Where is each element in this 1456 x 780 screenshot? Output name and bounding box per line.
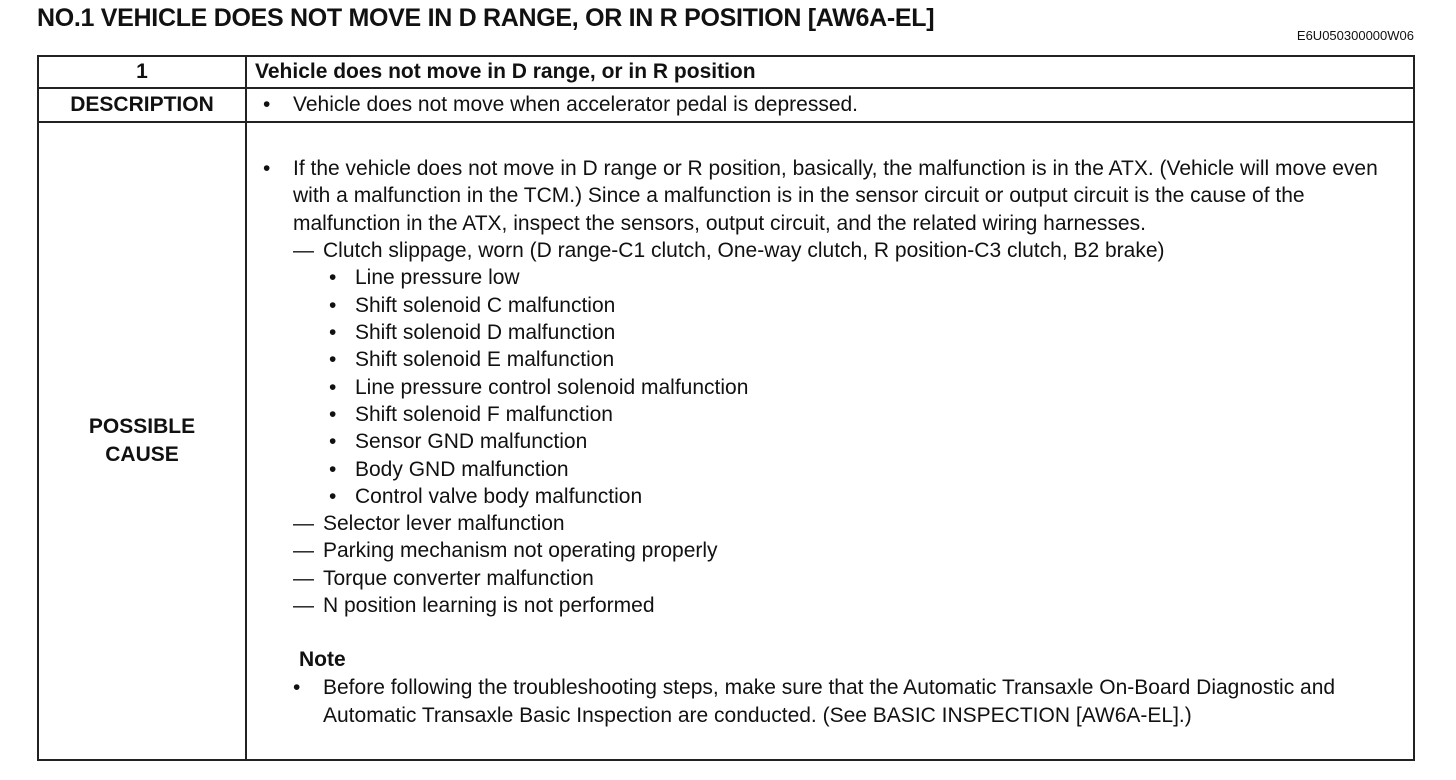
cause-sub-item xyxy=(247,456,1413,483)
cause-other-text: Parking mechanism not operating properly xyxy=(323,539,718,563)
dash-icon: — xyxy=(293,512,314,536)
cause-sub-item xyxy=(247,428,1413,455)
step-number: 1 xyxy=(38,56,246,88)
cause-sub-item xyxy=(247,401,1413,428)
cause-intro xyxy=(247,155,1413,238)
possible-cause-cell xyxy=(246,122,1414,760)
table-header-row xyxy=(38,56,1414,88)
possible-cause-label-line2: CAUSE xyxy=(105,443,179,466)
cause-other-item xyxy=(247,537,1413,564)
dash-icon: — xyxy=(293,594,314,618)
possible-cause-row xyxy=(38,122,1414,760)
cause-sub-item-text: Shift solenoid C malfunction xyxy=(355,293,616,317)
cause-other-text: Selector lever malfunction xyxy=(323,512,565,536)
dash-icon: — xyxy=(293,566,314,590)
dash-icon: — xyxy=(293,539,314,563)
cause-sub-item xyxy=(247,483,1413,510)
cause-sub-item-text: Body GND malfunction xyxy=(355,457,569,481)
bullet-icon: • xyxy=(329,293,337,317)
cause-sub-item xyxy=(247,346,1413,373)
step-title: Vehicle does not move in D range, or in R position xyxy=(246,56,1414,88)
note-item xyxy=(247,674,1413,730)
cause-other-item xyxy=(247,565,1413,592)
bullet-icon: • xyxy=(329,348,337,372)
cause-other-text: N position learning is not performed xyxy=(323,594,655,618)
cause-sub-item-text: Shift solenoid E malfunction xyxy=(355,348,615,372)
cause-sub-item-text: Sensor GND malfunction xyxy=(355,430,588,454)
possible-cause-body xyxy=(247,152,1413,731)
description-label: DESCRIPTION xyxy=(38,88,246,122)
cause-other-text: Torque converter malfunction xyxy=(323,566,594,590)
bullet-icon: • xyxy=(329,457,337,481)
troubleshooting-table xyxy=(37,55,1415,761)
cause-sub-item-text: Line pressure low xyxy=(355,266,520,290)
note-text: Before following the troubleshooting steps, make sure that the Automatic Transaxle On-Board Diagnostic and Automatic Transaxle Basic Inspection are conducted. (See BASIC INSPECTION [AW6A-EL].) xyxy=(323,676,1336,728)
cause-clutch-item xyxy=(247,237,1413,264)
cause-sub-item xyxy=(247,292,1413,319)
page-title: NO.1 VEHICLE DOES NOT MOVE IN D RANGE, OR IN R POSITION [AW6A-EL] xyxy=(37,4,935,32)
possible-cause-label xyxy=(38,122,246,760)
bullet-icon: • xyxy=(263,93,271,117)
description-item xyxy=(247,91,1413,119)
cause-other-item xyxy=(247,510,1413,537)
cause-sub-item-text: Line pressure control solenoid malfunction xyxy=(355,375,749,399)
bullet-icon: • xyxy=(329,375,337,399)
note-title: Note xyxy=(299,648,346,672)
bullet-icon: • xyxy=(329,321,337,345)
document-code: E6U050300000W06 xyxy=(1296,28,1414,43)
bullet-icon: • xyxy=(329,484,337,508)
cause-clutch-text: Clutch slippage, worn (D range-C1 clutch, One-way clutch, R position-C3 clutch, B2 brake) xyxy=(323,239,1165,263)
cause-sub-item-text: Shift solenoid F malfunction xyxy=(355,402,613,426)
bullet-icon: • xyxy=(329,430,337,454)
bullet-icon: • xyxy=(329,402,337,426)
bullet-icon: • xyxy=(293,676,301,700)
cause-other-item xyxy=(247,592,1413,619)
cause-sub-item xyxy=(247,374,1413,401)
cause-intro-text: If the vehicle does not move in D range or R position, basically, the malfunction is in the ATX. (Vehicle will move even with a malfunction in the TCM.) Since a malfunction is in the sensor circuit or output circuit is the cause of the malfunction in the ATX, inspect the sensors, output circuit, and the related wiring harnesses. xyxy=(293,156,1378,235)
cause-sub-item xyxy=(247,319,1413,346)
cause-sub-item-text: Control valve body malfunction xyxy=(355,484,643,508)
cause-sub-item xyxy=(247,264,1413,291)
dash-icon: — xyxy=(293,239,314,263)
cause-sub-item-text: Shift solenoid D malfunction xyxy=(355,321,616,345)
bullet-icon: • xyxy=(329,266,337,290)
description-text: Vehicle does not move when accelerator pedal is depressed. xyxy=(293,93,859,117)
description-row xyxy=(38,88,1414,122)
description-cell xyxy=(246,88,1414,122)
possible-cause-label-line1: POSSIBLE xyxy=(88,415,196,438)
bullet-icon: • xyxy=(263,156,271,180)
